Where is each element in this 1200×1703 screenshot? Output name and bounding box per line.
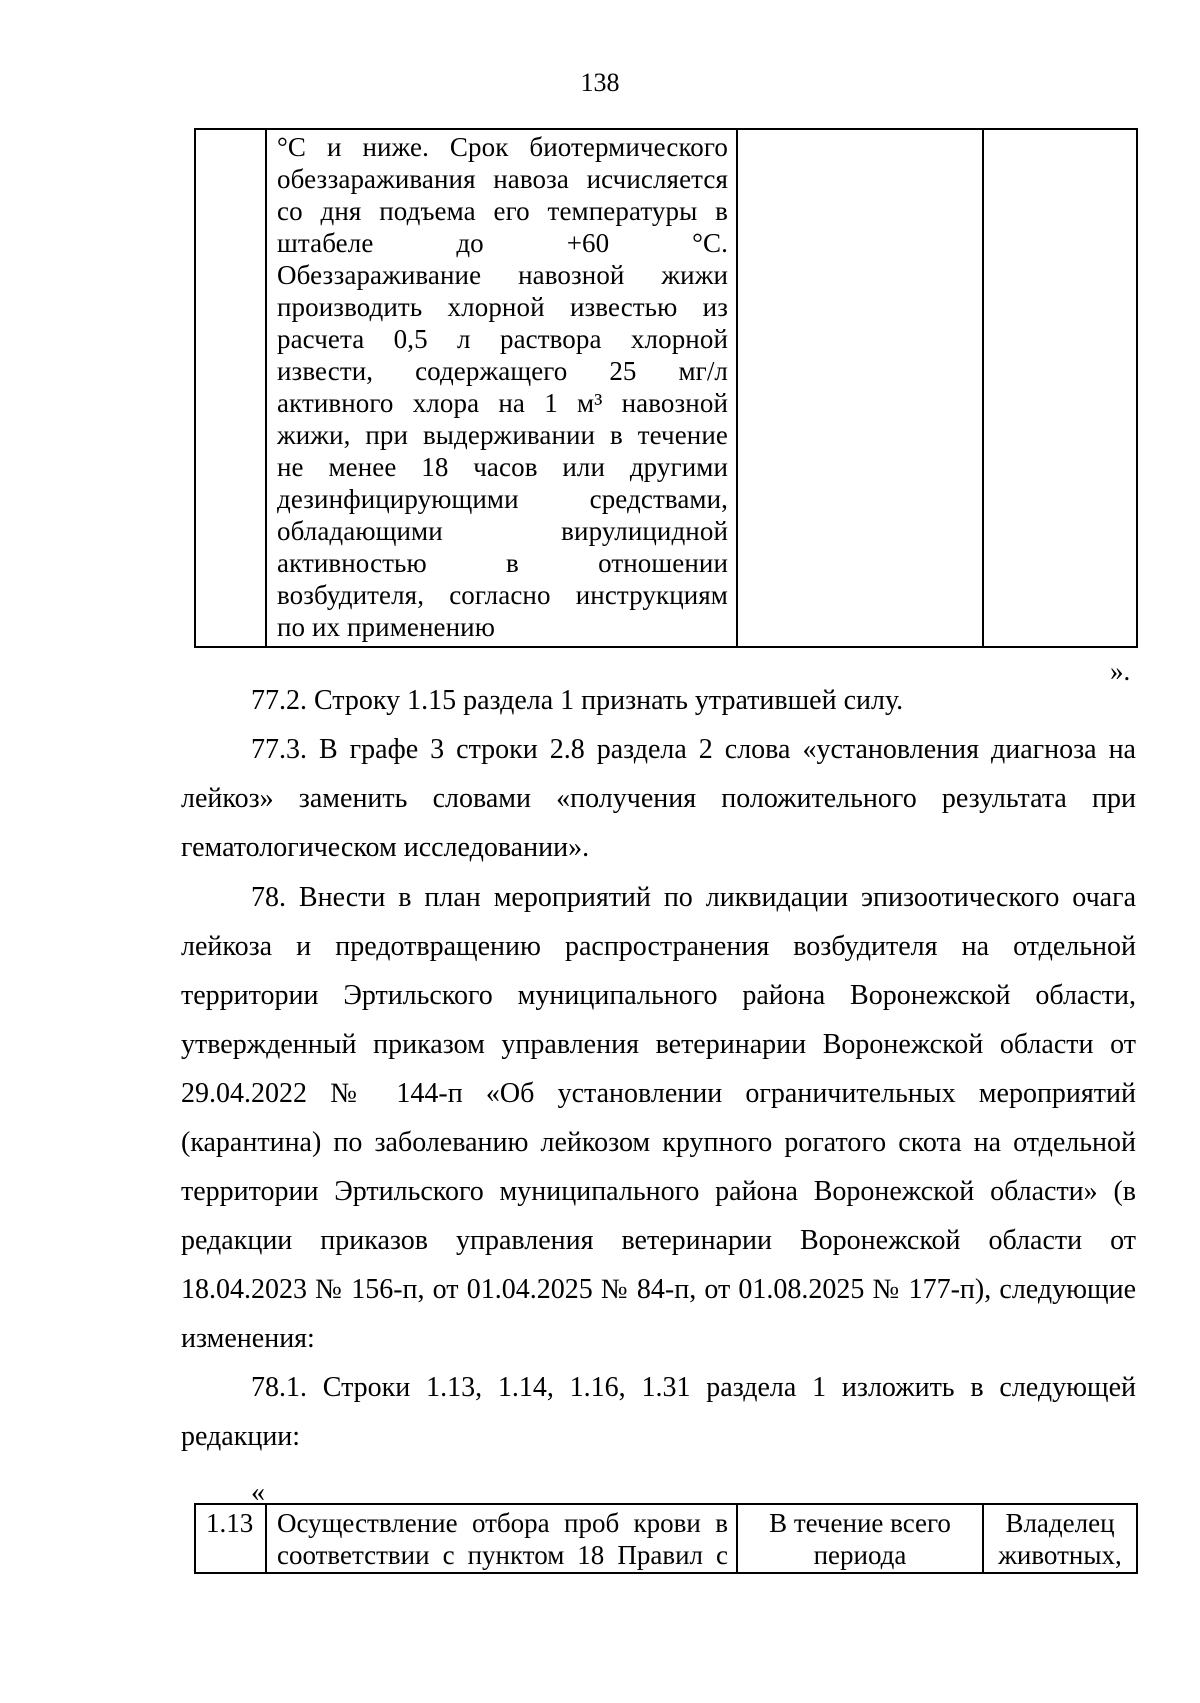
paragraph-line: гематологическом исследовании». [181, 832, 590, 863]
description-line: извести, содержащего 25 мг/л [277, 356, 728, 386]
paragraph-line: 78. Внести в план мероприятий по ликвидации эпизоотического очага [251, 882, 1136, 913]
description-line: жижи, при выдерживании в течение [277, 420, 728, 450]
description-line: по их применению [277, 612, 495, 642]
continuation-table [194, 128, 1138, 648]
paragraph-line: редакции: [181, 1421, 301, 1452]
paragraph-line: (карантина) по заболеванию лейкозом крупного рогатого скота на отдельной [181, 1127, 1136, 1158]
description-line: возбудителя, согласно инструкциям [277, 580, 728, 610]
description-line: дезинфицирующими средствами, [277, 484, 728, 514]
description-line: обладающими вирулицидной [277, 516, 728, 546]
responsible-line: Владелец [1005, 1508, 1115, 1538]
closing-quote: ». [1110, 656, 1131, 686]
period-line: периода [813, 1540, 907, 1570]
responsible-cell [983, 1504, 1137, 1573]
paragraph-78-1 [181, 1363, 1136, 1461]
description-line: со дня подъема его температуры в [277, 196, 728, 226]
paragraph-77-3 [181, 725, 1136, 872]
table-row [195, 129, 1137, 647]
description-line: не менее 18 часов или другими [277, 452, 728, 482]
period-line: В течение всего [769, 1508, 951, 1538]
description-line: соответствии с пунктом 18 Правил с [277, 1540, 728, 1570]
replacement-table [194, 1503, 1138, 1574]
paragraph-line: 29.04.2022 № 144-п «Об установлении ограничительных мероприятий [181, 1078, 1136, 1109]
paragraph-line: редакции приказов управления ветеринарии Воронежской области от [181, 1225, 1136, 1256]
responsible-cell [983, 129, 1137, 647]
paragraph-line: утвержденный приказом управления ветеринарии Воронежской области от [181, 1029, 1136, 1060]
paragraph-line: 77.3. В графе 3 строки 2.8 раздела 2 слова «установления диагноза на [251, 734, 1136, 765]
description-line: расчета 0,5 л раствора хлорной [277, 324, 728, 354]
description-line: штабеле до +60 °С. [277, 228, 728, 258]
paragraph-line: лейкоз» заменить словами «получения положительного результата при [181, 783, 1136, 814]
description-line: °С и ниже. Срок биотермического [277, 132, 728, 162]
measure-description-text [267, 130, 736, 644]
paragraph-line: лейкоза и предотвращению распространения возбудителя на отдельной [181, 931, 1136, 962]
paragraph-line: изменения: [181, 1323, 315, 1354]
description-line: активностью в отношении [277, 548, 728, 578]
paragraph-78 [181, 873, 1136, 1363]
description-line: обеззараживания навоза исчисляется [277, 164, 728, 194]
description-line: Обеззараживание навозной жижи [277, 260, 728, 290]
measure-description-cell [266, 1504, 737, 1573]
row-number: 1.13 [206, 1508, 254, 1538]
description-line: производить хлорной известью из [277, 292, 728, 322]
row-number-cell [195, 129, 266, 647]
paragraph-line: территории Эртильского муниципального района Воронежской области» (в [181, 1176, 1136, 1207]
paragraph-line: территории Эртильского муниципального района Воронежской области, [181, 980, 1136, 1011]
description-line: активного хлора на 1 м³ навозной [277, 388, 728, 418]
row-number-cell [195, 1504, 266, 1573]
period-cell [737, 1504, 983, 1573]
paragraph-line: 77.2. Строку 1.15 раздела 1 признать утратившей силу. [251, 685, 904, 716]
page-number: 138 [580, 68, 620, 97]
table-row [195, 1504, 1137, 1573]
measure-description-cell [266, 129, 737, 647]
paragraph-77-2 [181, 676, 1136, 725]
paragraph-line: 18.04.2023 № 156-п, от 01.04.2025 № 84-п, от 01.08.2025 № 177-п), следующие [181, 1274, 1136, 1305]
description-line: Осуществление отбора проб крови в [277, 1508, 728, 1538]
opening-quote: « [251, 1477, 265, 1508]
period-cell [737, 129, 983, 647]
paragraph-line: 78.1. Строки 1.13, 1.14, 1.16, 1.31 раздела 1 изложить в следующей [251, 1372, 1136, 1403]
responsible-line: животных, [998, 1540, 1122, 1570]
